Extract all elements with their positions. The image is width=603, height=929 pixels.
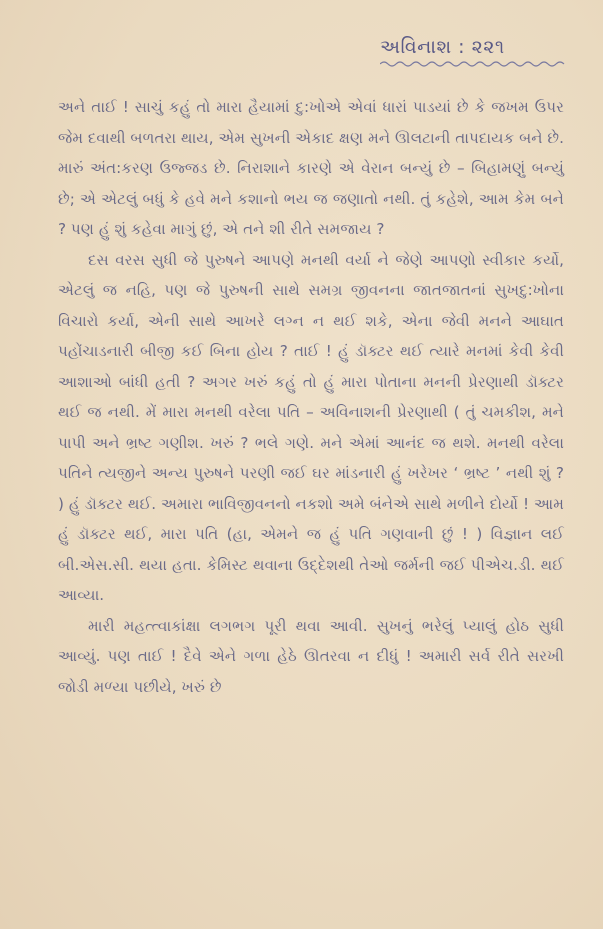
paragraph: અને તાઈ ! સાચું કહું તો મારા હૈયામાં દુ:ખોએ એવાં ધારાં પાડયાં છે કે જખમ ઉપર જેમ દવાથી બળતરા થાય, એમ સુખની એકાદ ક્ષણ મને ઊલટાની તાપદાયક બને છે. મારું અંત:કરણ ઉજ્જડ છે. નિરાશાને કારણે એ વેરાન બન્યું છે – બિહામણું બન્યું છે; એ એટલું બધું કે હવે મને કશાનો ભય જ જણાતો નથી. તું કહેશે, આમ કેમ બને ? પણ હું શું કહેવા માગું છું, એ તને શી રીતે સમજાય ? [58,98,564,238]
body-text [58,92,564,702]
paragraph: દસ વરસ સુધી જે પુરુષને આપણે મનથી વર્યા ને જેણે આપણો સ્વીકાર કર્યો, એટલું જ નહિ, પણ જે પુરુષની સાથે સમગ્ર જીવનના જાતજાતનાં સુખદુ:ખોના વિચારો કર્યા, એની સાથે આખરે લગ્ન ન થઈ શકે, એના જેવી મનને આઘાત પહોંચાડનારી બીજી કઈ બિના હોય ? તાઈ ! હું ડૉક્ટર થઈ ત્યારે મનમાં કેવી કેવી આશાઓ બાંધી હતી ? અગર ખરું કહું તો હું મારા પોતાના મનની પ્રેરણાથી ડૉક્ટર થઈ જ નથી. મેં મારા મનથી વરેલા પતિ – અવિનાશની પ્રેરણાથી ( તું ચમકીશ, મને પાપી અને ભ્રષ્ટ ગણીશ. ખરું ? ભલે ગણે. મને એમાં આનંદ જ થશે. મનથી વરેલા પતિને ત્યજીને અન્ય પુરુષને પરણી જઈ ઘર માંડનારી હું ખરેખર ‘ ભ્રષ્ટ ’ નથી શું ? ) હું ડૉક્ટર થઈ. અમારા ભાવિજીવનનો નકશો અમે બંનેએ સાથે મળીને દોર્યો ! આમ હું ડૉક્ટર થઈ, મારા પતિ (હા, એમને જ હું પતિ ગણવાની છું ! ) વિજ્ઞાન લઈ બી.એસ.સી. થયા હતા. કેમિસ્ટ થવાના ઉદ્દેશથી તેઓ જર્મની જઈ પીએચ.ડી. થઈ આવ્યા. [58,250,564,604]
paragraph: મારી મહત્ત્વાકાંક્ષા લગભગ પૂરી થવા આવી. સુખનું ભરેલું પ્યાલું હોઠ સુધી આવ્યું. પણ તાઈ ! દૈવે એને ગળા હેઠે ઊતરવા ન દીધું ! અમારી સર્વ રીતે સરખી જોડી મળ્યા પછીયે, ખરું છે [58,616,564,696]
page-header [380,36,580,68]
wavy-underline-ornament [380,60,570,68]
running-head: અવિનાશ : ૨૨૧ [380,36,505,58]
